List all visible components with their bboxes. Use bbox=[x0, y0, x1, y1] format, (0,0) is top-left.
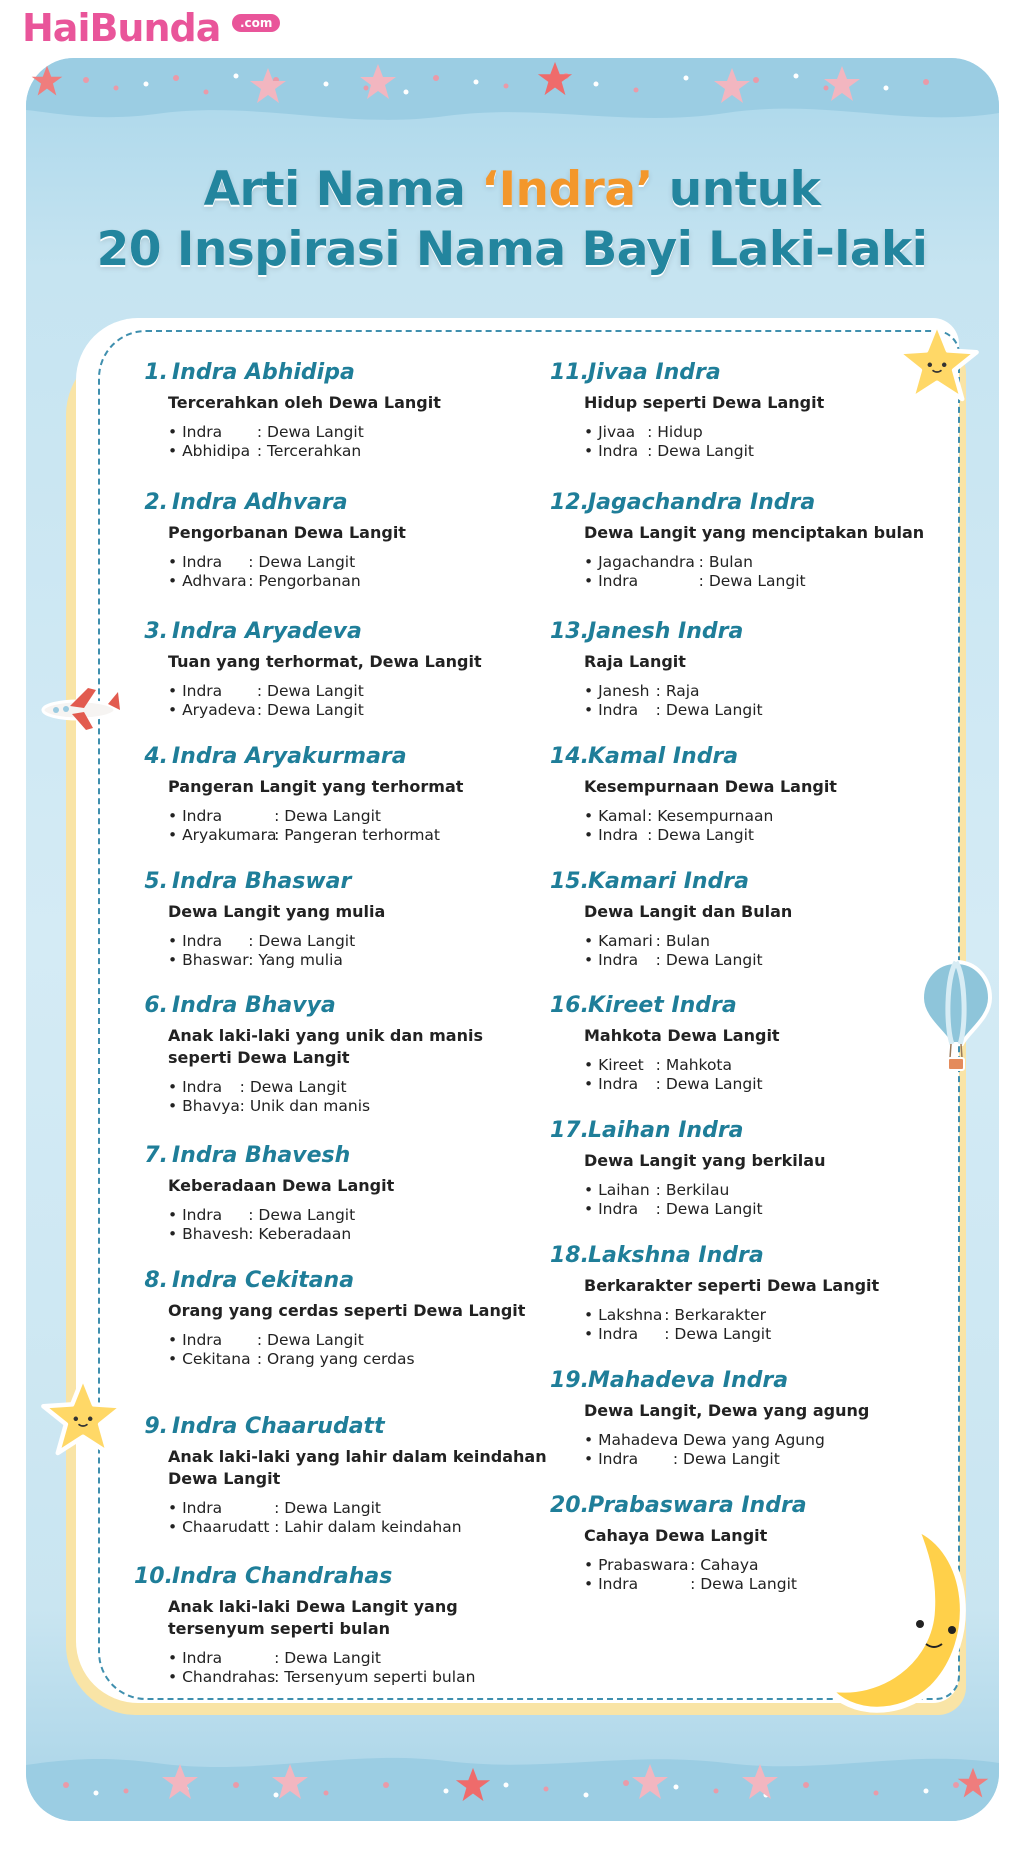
entry-meaning-line: Dewa Langit bbox=[168, 1469, 281, 1488]
entry-number: 4. bbox=[144, 744, 168, 769]
name-part-row bbox=[168, 441, 361, 461]
name-part: Bhavesh bbox=[182, 1225, 249, 1243]
entry-meaning-line: seperti Dewa Langit bbox=[168, 1048, 350, 1067]
name-part: Indra bbox=[598, 826, 639, 844]
name-part-row bbox=[168, 1330, 364, 1350]
name-part: Indra bbox=[182, 553, 223, 571]
name-part-row bbox=[168, 422, 364, 442]
bullet-icon: • bbox=[168, 553, 183, 571]
name-part: Jivaa bbox=[598, 423, 636, 441]
name-part: Aryadeva bbox=[182, 701, 256, 719]
entry-title bbox=[144, 1268, 592, 1293]
name-part: Indra bbox=[182, 1206, 223, 1224]
entry-meaning bbox=[168, 1446, 548, 1490]
name-part-row bbox=[584, 1055, 732, 1075]
name-part-meaning: : Dewa Langit bbox=[274, 807, 381, 825]
entry-title bbox=[144, 490, 592, 515]
entry-meaning bbox=[584, 1400, 964, 1422]
name-part-meaning: : Dewa Langit bbox=[672, 1450, 780, 1468]
bullet-icon: • bbox=[584, 1431, 599, 1449]
name-part-row bbox=[584, 950, 763, 970]
bullet-icon: • bbox=[168, 1499, 183, 1517]
name-part-meaning: : Dewa Langit bbox=[655, 951, 763, 969]
name-part: Mahadeva bbox=[598, 1431, 679, 1449]
entry-title bbox=[144, 360, 592, 385]
name-part: Indra bbox=[598, 572, 639, 590]
name-part: Jagachandra bbox=[598, 553, 695, 571]
name-part: Kamari bbox=[598, 932, 653, 950]
entry-title bbox=[550, 1368, 1008, 1393]
name-part-meaning: : Dewa Langit bbox=[690, 1575, 797, 1593]
bullet-icon: • bbox=[168, 701, 183, 719]
name-part-row bbox=[584, 681, 700, 701]
name-part: Laihan bbox=[598, 1181, 650, 1199]
name-part-row bbox=[584, 1324, 771, 1344]
bullet-icon: • bbox=[584, 951, 599, 969]
bullet-icon: • bbox=[168, 1331, 183, 1349]
name-part: Indra bbox=[182, 1499, 223, 1517]
bullet-icon: • bbox=[168, 1350, 183, 1368]
name-part-meaning: : Dewa Langit bbox=[655, 1200, 763, 1218]
bullet-icon: • bbox=[168, 1225, 183, 1243]
name-part-row bbox=[168, 1648, 381, 1668]
entry-meaning-line: Anak laki-laki Dewa Langit yang bbox=[168, 1597, 458, 1616]
name-part: Prabaswara bbox=[598, 1556, 689, 1574]
entry-meaning bbox=[168, 901, 548, 923]
entry-number: 20. bbox=[550, 1493, 589, 1518]
entry-meaning-line: Cahaya Dewa Langit bbox=[584, 1526, 768, 1545]
name-part-row bbox=[168, 681, 364, 701]
name-part: Indra bbox=[598, 1325, 639, 1343]
name-part-row bbox=[584, 931, 710, 951]
name-part-meaning: : Bulan bbox=[655, 932, 710, 950]
starfish-icon bbox=[630, 1762, 670, 1802]
name-part: Janesh bbox=[598, 682, 650, 700]
entry-name: Kamal Indra bbox=[588, 744, 739, 769]
entry-meaning bbox=[168, 1596, 548, 1640]
bullet-icon: • bbox=[168, 572, 183, 590]
entry-number: 16. bbox=[550, 993, 589, 1018]
entry-meaning bbox=[168, 1025, 548, 1069]
entry-number: 9. bbox=[144, 1414, 168, 1439]
bullet-icon: • bbox=[168, 1078, 183, 1096]
name-part: Indra bbox=[598, 1450, 639, 1468]
name-part-row bbox=[168, 700, 364, 720]
starfish-icon bbox=[248, 66, 288, 106]
name-part-meaning: : Dewa Langit bbox=[647, 442, 754, 460]
entry-name: Indra Bhaswar bbox=[172, 869, 352, 894]
entry-title bbox=[550, 619, 1008, 644]
name-part-meaning: : Dewa Langit bbox=[655, 701, 763, 719]
name-part-meaning: : Dewa Langit bbox=[256, 701, 364, 719]
name-part-meaning: : Yang mulia bbox=[248, 951, 343, 969]
entry-name: Laihan Indra bbox=[588, 1118, 744, 1143]
name-part-meaning: : Dewa Langit bbox=[239, 1078, 347, 1096]
entry-meaning bbox=[168, 651, 548, 673]
starfish-icon bbox=[956, 1766, 990, 1800]
bullet-icon: • bbox=[168, 932, 183, 950]
name-part: Cekitana bbox=[182, 1350, 251, 1368]
bullet-icon: • bbox=[168, 1206, 183, 1224]
bullet-icon: • bbox=[168, 682, 183, 700]
starfish-icon bbox=[160, 1762, 200, 1802]
name-part-meaning: : Tersenyum seperti bulan bbox=[274, 1668, 476, 1686]
name-part-row bbox=[584, 806, 773, 826]
starfish-icon bbox=[712, 66, 752, 106]
entry-name: Indra Aryadeva bbox=[172, 619, 362, 644]
name-part: Indra bbox=[182, 1078, 223, 1096]
entry-number: 8. bbox=[144, 1268, 168, 1293]
name-part-meaning: : Dewa Langit bbox=[248, 1206, 356, 1224]
name-part-row bbox=[168, 825, 440, 845]
name-part-meaning: : Dewa Langit bbox=[256, 1331, 364, 1349]
entry-meaning-line: Dewa Langit yang mulia bbox=[168, 902, 386, 921]
bullet-icon: • bbox=[584, 423, 599, 441]
name-part-row bbox=[168, 931, 355, 951]
name-part: Aryakumara bbox=[182, 826, 277, 844]
starfish-icon bbox=[358, 62, 398, 102]
name-part: Adhvara bbox=[182, 572, 247, 590]
name-part-row bbox=[168, 1224, 351, 1244]
entry-meaning-line: tersenyum seperti bulan bbox=[168, 1619, 391, 1638]
bullet-icon: • bbox=[584, 1306, 599, 1324]
brand-name: HaiBunda bbox=[22, 6, 221, 50]
entry-title bbox=[134, 1564, 592, 1589]
entry-number: 19. bbox=[550, 1368, 589, 1393]
name-part: Lakshna bbox=[598, 1306, 663, 1324]
entry-number: 13. bbox=[550, 619, 589, 644]
name-part-meaning: : Dewa Langit bbox=[274, 1649, 381, 1667]
entry-title bbox=[550, 744, 1008, 769]
bullet-icon: • bbox=[584, 1181, 599, 1199]
entry-title bbox=[144, 993, 592, 1018]
name-part-row bbox=[584, 552, 753, 572]
title-text: Arti Nama bbox=[203, 162, 482, 217]
name-part: Chaarudatt bbox=[182, 1518, 270, 1536]
entry-number: 14. bbox=[550, 744, 589, 769]
entry-title bbox=[550, 869, 1008, 894]
bullet-icon: • bbox=[168, 826, 183, 844]
entry-name: Kireet Indra bbox=[588, 993, 737, 1018]
entry-number: 5. bbox=[144, 869, 168, 894]
starfish-icon bbox=[740, 1762, 780, 1802]
page-title-line1 bbox=[0, 162, 1024, 217]
name-part-meaning: : Orang yang cerdas bbox=[256, 1350, 415, 1368]
name-part-row bbox=[168, 1077, 347, 1097]
entry-name: Indra Adhvara bbox=[172, 490, 348, 515]
entry-meaning-line: Orang yang cerdas seperti Dewa Langit bbox=[168, 1301, 526, 1320]
entry-name: Jivaa Indra bbox=[588, 360, 721, 385]
entry-title bbox=[144, 1143, 592, 1168]
name-part: Indra bbox=[598, 701, 639, 719]
name-part-meaning: : Lahir dalam keindahan bbox=[274, 1518, 462, 1536]
entry-name: Indra Chandrahas bbox=[172, 1564, 393, 1589]
entry-meaning bbox=[168, 776, 548, 798]
name-part-meaning: : Berkarakter bbox=[664, 1306, 766, 1324]
name-part-meaning: : Dewa Langit bbox=[655, 1075, 763, 1093]
name-part-meaning: : Dewa Langit bbox=[248, 553, 356, 571]
entry-name: Mahadeva Indra bbox=[588, 1368, 789, 1393]
entry-meaning-line: Raja Langit bbox=[584, 652, 686, 671]
bullet-icon: • bbox=[584, 1075, 599, 1093]
bullet-icon: • bbox=[168, 1649, 183, 1667]
entry-meaning bbox=[584, 522, 964, 544]
bullet-icon: • bbox=[584, 826, 599, 844]
entry-meaning bbox=[584, 1025, 964, 1047]
name-part-row bbox=[584, 700, 763, 720]
entry-meaning bbox=[168, 392, 548, 414]
name-part-meaning: : Mahkota bbox=[655, 1056, 732, 1074]
entry-meaning bbox=[168, 1175, 548, 1197]
name-part-row bbox=[168, 1498, 381, 1518]
entry-title bbox=[144, 619, 592, 644]
entry-name: Indra Aryakurmara bbox=[172, 744, 407, 769]
entry-title bbox=[550, 490, 1008, 515]
name-part-row bbox=[584, 1305, 766, 1325]
entry-name: Janesh Indra bbox=[588, 619, 744, 644]
entry-name: Lakshna Indra bbox=[588, 1243, 764, 1268]
name-part-row bbox=[584, 1449, 780, 1469]
name-part-meaning: : Bulan bbox=[698, 553, 753, 571]
entry-meaning bbox=[584, 651, 964, 673]
entry-number: 1. bbox=[144, 360, 168, 385]
entry-name: Kamari Indra bbox=[588, 869, 750, 894]
name-part-meaning: : Dewa Langit bbox=[664, 1325, 772, 1343]
bullet-icon: • bbox=[168, 1097, 183, 1115]
entry-name: Indra Bhavya bbox=[172, 993, 336, 1018]
brand-suffix: .com bbox=[232, 14, 280, 32]
starfish-icon bbox=[454, 1766, 492, 1804]
page-title-line2: 20 Inspirasi Nama Bayi Laki-laki bbox=[96, 222, 928, 277]
name-part: Kamal bbox=[598, 807, 647, 825]
name-part-row bbox=[584, 1430, 825, 1450]
name-part-meaning: : Dewa Langit bbox=[248, 932, 356, 950]
entry-number: 17. bbox=[550, 1118, 589, 1143]
entry-number: 7. bbox=[144, 1143, 168, 1168]
name-part: Indra bbox=[182, 807, 223, 825]
name-part: Kireet bbox=[598, 1056, 644, 1074]
bullet-icon: • bbox=[584, 1575, 599, 1593]
entry-meaning bbox=[584, 1150, 964, 1172]
entry-meaning-line: Kesempurnaan Dewa Langit bbox=[584, 777, 837, 796]
entry-meaning-line: Pengorbanan Dewa Langit bbox=[168, 523, 406, 542]
name-part: Indra bbox=[598, 1075, 639, 1093]
entry-number: 18. bbox=[550, 1243, 589, 1268]
name-part-row bbox=[584, 1555, 759, 1575]
name-part-meaning: : Dewa Langit bbox=[274, 1499, 381, 1517]
brand-logo[interactable] bbox=[22, 6, 273, 54]
name-part: Indra bbox=[598, 1575, 639, 1593]
entry-meaning-line: Dewa Langit yang berkilau bbox=[584, 1151, 826, 1170]
entry-number: 12. bbox=[550, 490, 589, 515]
name-part-meaning: : Dewa Langit bbox=[256, 682, 364, 700]
name-part-row bbox=[168, 1349, 415, 1369]
entry-number: 10. bbox=[134, 1564, 173, 1589]
bullet-icon: • bbox=[584, 553, 599, 571]
name-part-row bbox=[584, 441, 754, 461]
name-part-row bbox=[584, 1199, 763, 1219]
entry-number: 15. bbox=[550, 869, 589, 894]
starfish-icon bbox=[270, 1762, 310, 1802]
entry-meaning-line: Tuan yang terhormat, Dewa Langit bbox=[168, 652, 482, 671]
star-icon bbox=[38, 1372, 128, 1462]
title-text: untuk bbox=[652, 162, 821, 217]
entry-title bbox=[144, 744, 592, 769]
name-part-meaning: : Cahaya bbox=[690, 1556, 759, 1574]
name-part-row bbox=[584, 1074, 763, 1094]
bullet-icon: • bbox=[584, 701, 599, 719]
crescent-moon-icon bbox=[820, 1520, 980, 1720]
bullet-icon: • bbox=[584, 572, 599, 590]
bullet-icon: • bbox=[168, 1518, 183, 1536]
entry-title bbox=[550, 1118, 1008, 1143]
bullet-icon: • bbox=[584, 682, 599, 700]
name-part-meaning: : Dewa Langit bbox=[256, 423, 364, 441]
bullet-icon: • bbox=[584, 1450, 599, 1468]
name-part: Indra bbox=[182, 682, 223, 700]
bullet-icon: • bbox=[584, 442, 599, 460]
bullet-icon: • bbox=[584, 1056, 599, 1074]
entry-name: Indra Chaarudatt bbox=[172, 1414, 385, 1439]
entry-title bbox=[550, 1493, 1008, 1518]
entry-meaning-line: Tercerahkan oleh Dewa Langit bbox=[168, 393, 441, 412]
name-part: Bhaswar bbox=[182, 951, 249, 969]
entry-number: 3. bbox=[144, 619, 168, 644]
entry-number: 6. bbox=[144, 993, 168, 1018]
entry-name: Prabaswara Indra bbox=[588, 1493, 807, 1518]
entry-meaning-line: Pangeran Langit yang terhormat bbox=[168, 777, 464, 796]
name-part-meaning: : Dewa Langit bbox=[698, 572, 806, 590]
name-part-row bbox=[168, 1517, 462, 1537]
entry-meaning bbox=[584, 776, 964, 798]
name-part: Indra bbox=[598, 951, 639, 969]
name-part-row bbox=[584, 422, 703, 442]
name-part-meaning: : Kesempurnaan bbox=[647, 807, 774, 825]
name-part-meaning: : Pengorbanan bbox=[248, 572, 361, 590]
entry-number: 2. bbox=[144, 490, 168, 515]
entry-meaning-line: Dewa Langit dan Bulan bbox=[584, 902, 793, 921]
entry-name: Indra Bhavesh bbox=[172, 1143, 351, 1168]
starfish-icon bbox=[822, 64, 862, 104]
entry-name: Indra Abhidipa bbox=[172, 360, 355, 385]
entry-title bbox=[144, 1414, 592, 1439]
name-part-meaning: : Hidup bbox=[647, 423, 703, 441]
entry-meaning bbox=[584, 901, 964, 923]
name-part-meaning: : Tercerahkan bbox=[256, 442, 362, 460]
name-part-row bbox=[168, 571, 361, 591]
bullet-icon: • bbox=[168, 951, 183, 969]
bullet-icon: • bbox=[584, 1200, 599, 1218]
name-part-meaning: : Dewa Langit bbox=[647, 826, 754, 844]
entry-meaning-line: Berkarakter seperti Dewa Langit bbox=[584, 1276, 880, 1295]
name-part: Indra bbox=[182, 1331, 223, 1349]
name-part-row bbox=[168, 950, 343, 970]
name-part: Indra bbox=[598, 442, 639, 460]
entry-meaning bbox=[584, 1275, 964, 1297]
name-part-row bbox=[168, 806, 381, 826]
name-part-row bbox=[168, 1205, 355, 1225]
name-part-meaning: : Berkilau bbox=[655, 1181, 730, 1199]
bullet-icon: • bbox=[168, 442, 183, 460]
name-part-row bbox=[584, 571, 806, 591]
name-part-meaning: : Unik dan manis bbox=[239, 1097, 371, 1115]
name-part-row bbox=[584, 825, 754, 845]
name-part-row bbox=[168, 552, 355, 572]
entry-name: Indra Cekitana bbox=[172, 1268, 355, 1293]
name-part-meaning: : Raja bbox=[655, 682, 700, 700]
name-part: Indra bbox=[182, 423, 223, 441]
name-part-meaning: : Keberadaan bbox=[248, 1225, 352, 1243]
name-part: Bhavya bbox=[182, 1097, 240, 1115]
airplane-icon bbox=[36, 682, 122, 734]
star-icon bbox=[892, 318, 982, 408]
bullet-icon: • bbox=[584, 807, 599, 825]
bullet-icon: • bbox=[168, 807, 183, 825]
entry-meaning-line: Anak laki-laki yang unik dan manis bbox=[168, 1026, 483, 1045]
entry-meaning bbox=[168, 1300, 548, 1322]
entry-meaning bbox=[168, 522, 548, 544]
hot-air-balloon-icon bbox=[918, 958, 994, 1076]
starfish-icon bbox=[536, 60, 574, 98]
name-part: Indra bbox=[182, 932, 223, 950]
name-part-row bbox=[168, 1096, 370, 1116]
name-part: Abhidipa bbox=[182, 442, 251, 460]
title-highlight: ‘Indra’ bbox=[481, 162, 653, 217]
entry-meaning-line: Mahkota Dewa Langit bbox=[584, 1026, 780, 1045]
name-part-row bbox=[584, 1180, 729, 1200]
bullet-icon: • bbox=[584, 1325, 599, 1343]
entry-meaning-line: Dewa Langit, Dewa yang agung bbox=[584, 1401, 870, 1420]
bullet-icon: • bbox=[168, 1668, 183, 1686]
name-part-row bbox=[584, 1574, 797, 1594]
name-part: Indra bbox=[598, 1200, 639, 1218]
starfish-icon bbox=[30, 64, 64, 98]
name-part-meaning: : Pangeran terhormat bbox=[274, 826, 440, 844]
bullet-icon: • bbox=[584, 1556, 599, 1574]
bullet-icon: • bbox=[584, 932, 599, 950]
entry-number: 11. bbox=[550, 360, 589, 385]
entry-title bbox=[550, 1243, 1008, 1268]
name-part-meaning: : Dewa yang Agung bbox=[672, 1431, 825, 1449]
entry-meaning-line: Hidup seperti Dewa Langit bbox=[584, 393, 825, 412]
name-part: Indra bbox=[182, 1649, 223, 1667]
entry-title bbox=[144, 869, 592, 894]
entry-meaning-line: Anak laki-laki yang lahir dalam keindahan bbox=[168, 1447, 547, 1466]
bullet-icon: • bbox=[168, 423, 183, 441]
name-part: Chandrahas bbox=[182, 1668, 276, 1686]
name-part-row bbox=[168, 1667, 475, 1687]
entry-meaning-line: Keberadaan Dewa Langit bbox=[168, 1176, 395, 1195]
entry-name: Jagachandra Indra bbox=[588, 490, 816, 515]
entry-meaning-line: Dewa Langit yang menciptakan bulan bbox=[584, 523, 925, 542]
